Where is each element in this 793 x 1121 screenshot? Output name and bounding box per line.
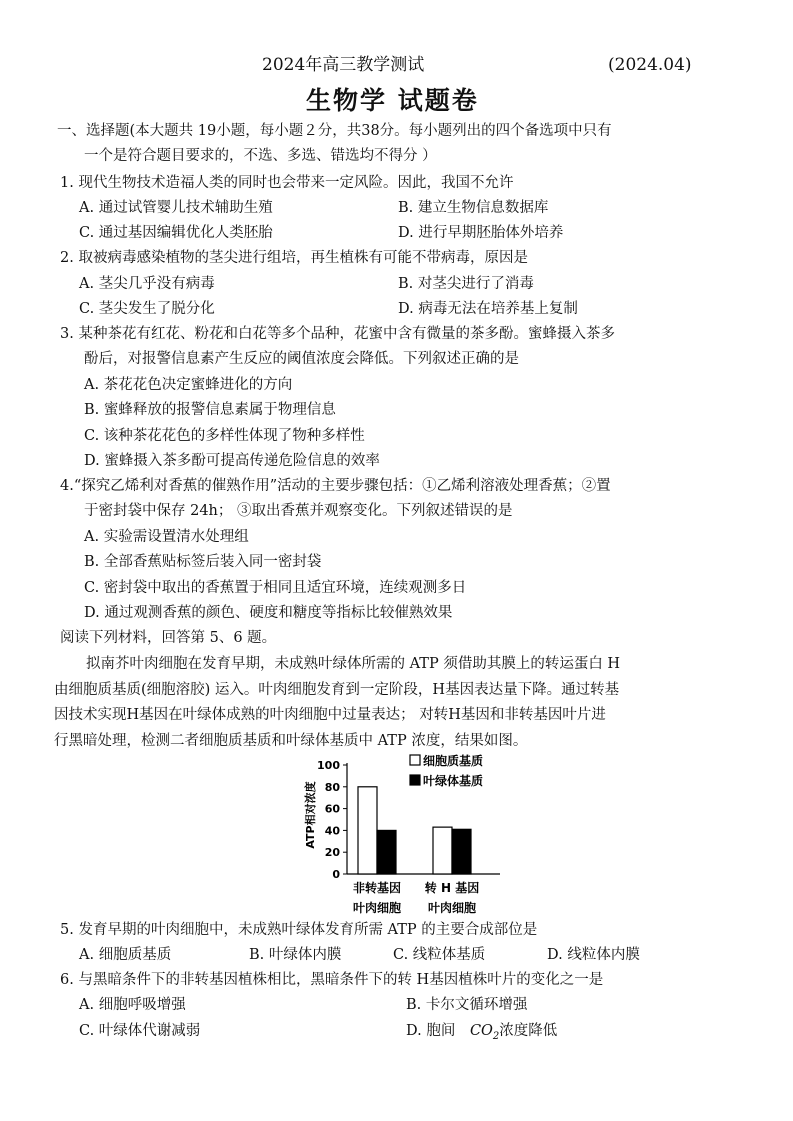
q6-option-d-suffix: 浓度降低 — [499, 1023, 558, 1039]
q5-option-b: B. 叶绿体内膜 — [249, 947, 342, 963]
q4-stem-line-2: 于密封袋中保存 24h； ③取出香蕉并观察变化。下列叙述错误的是 — [84, 503, 513, 519]
q2-stem: 2. 取被病毒感染植物的茎尖进行组培，再生植株有可能不带病毒，原因是 — [60, 250, 528, 266]
q4-option-d: D. 通过观测香蕉的颜色、硬度和糖度等指标比较催熟效果 — [84, 605, 453, 621]
material-paragraph-line-1: 拟南芥叶肉细胞在发育早期，未成熟叶绿体所需的 ATP 须借助其膜上的转运蛋白 H — [86, 656, 621, 672]
instructions-line-2: 一个是符合题目要求的，不选、多选、错选均不得分 ） — [84, 148, 437, 164]
bar — [377, 830, 396, 874]
q6-option-a: A. 细胞呼吸增强 — [79, 997, 186, 1013]
atp-bar-chart — [300, 752, 515, 914]
y-tick-label: 60 — [324, 802, 340, 816]
q5-option-a: A. 细胞质基质 — [79, 947, 172, 963]
exam-title: 2024年高三教学测试 — [262, 55, 425, 75]
co2-formula — [469, 1023, 500, 1042]
q1-option-b: B. 建立生物信息数据库 — [398, 200, 549, 216]
q2-option-d: D. 病毒无法在培养基上复制 — [398, 301, 578, 317]
q4-option-b: B. 全部香蕉贴标签后装入同一密封袋 — [84, 554, 322, 570]
q5-option-c: C. 线粒体基质 — [393, 947, 486, 963]
x-tick-label: 叶肉细胞 — [427, 901, 477, 914]
y-tick-label: 80 — [324, 780, 340, 794]
q2-option-b: B. 对茎尖进行了消毒 — [398, 276, 534, 292]
legend-label: 叶绿体基质 — [423, 774, 484, 788]
material-paragraph-line-2: 由细胞质基质(细胞溶胶) 运入。叶肉细胞发育到一定阶段，H基因表达量下降。通过转基 — [54, 682, 620, 698]
bar — [358, 787, 377, 874]
q1-option-a: A. 通过试管婴儿技术辅助生殖 — [79, 200, 273, 216]
legend-swatch — [410, 755, 420, 765]
q1-stem: 1. 现代生物技术造福人类的同时也会带来一定风险。因此，我国不允许 — [60, 175, 514, 191]
q6-option-c: C. 叶绿体代谢减弱 — [79, 1023, 201, 1039]
co2-symbol: CO — [469, 1023, 493, 1039]
material-paragraph-line-4: 行黑暗处理，检测二者细胞质基质和叶绿体基质中 ATP 浓度，结果如图。 — [54, 733, 528, 749]
subject-title: 生物学 试题卷 — [306, 86, 479, 115]
q6-stem: 6. 与黑暗条件下的非转基因植株相比，黑暗条件下的转 H基因植株叶片的变化之一是 — [60, 972, 604, 988]
instructions-line-1: 一、选择题(本大题共 19小题，每小题２分，共38分。每小题列出的四个备选项中只有 — [57, 123, 612, 139]
q6-option-d-prefix: D. 胞间 — [406, 1023, 456, 1039]
y-tick-label: 0 — [332, 868, 340, 881]
q3-stem-line-1: 3. 某种茶花有红花、粉花和白花等多个品种，花蜜中含有微量的茶多酚。蜜蜂摄入茶多 — [60, 326, 615, 342]
material-paragraph-line-3: 因技术实现H基因在叶绿体成熟的叶肉细胞中过量表达； 对转H基因和非转基因叶片进 — [54, 707, 606, 723]
legend-swatch — [410, 775, 420, 785]
bar — [433, 827, 452, 874]
q5-stem: 5. 发育早期的叶肉细胞中，未成熟叶绿体发育所需 ATP 的主要合成部位是 — [60, 922, 538, 938]
exam-date: (2024.04) — [608, 55, 692, 75]
bar — [452, 829, 471, 874]
q4-option-c: C. 密封袋中取出的香蕉置于相同且适宜环境，连续观测多日 — [84, 580, 467, 596]
legend-label: 细胞质基质 — [423, 754, 484, 768]
q5-option-d: D. 线粒体内膜 — [547, 947, 640, 963]
y-tick-label: 40 — [324, 824, 340, 838]
q3-option-c: C. 该种茶花花色的多样性体现了物种多样性 — [84, 428, 365, 444]
x-tick-label: 转 H 基因 — [424, 881, 480, 895]
q3-stem-line-2: 酚后，对报警信息素产生反应的阈值浓度会降低。下列叙述正确的是 — [84, 351, 519, 367]
q1-option-d: D. 进行早期胚胎体外培养 — [398, 225, 564, 241]
x-tick-label: 叶肉细胞 — [352, 901, 402, 914]
q4-option-a: A. 实验需设置清水处理组 — [84, 529, 249, 545]
q4-stem-line-1: 4.“探究乙烯利对香蕉的催熟作用”活动的主要步骤包括：①乙烯利溶液处理香蕉；②置 — [60, 478, 611, 494]
q2-option-a: A. 茎尖几乎没有病毒 — [79, 276, 215, 292]
q2-option-c: C. 茎尖发生了脱分化 — [79, 301, 215, 317]
material-intro: 阅读下列材料，回答第 5、6 题。 — [60, 630, 277, 646]
chart-y-axis-label: ATP相对浓度 — [304, 781, 317, 849]
co2-subscript: 2 — [492, 1030, 500, 1042]
q6-option-b: B. 卡尔文循环增强 — [406, 997, 528, 1013]
q3-option-a: A. 茶花花色决定蜜蜂进化的方向 — [84, 377, 293, 393]
x-tick-label: 非转基因 — [352, 881, 402, 895]
q3-option-b: B. 蜜蜂释放的报警信息素属于物理信息 — [84, 402, 336, 418]
y-tick-label: 100 — [317, 759, 340, 772]
y-tick-label: 20 — [324, 846, 340, 860]
q1-option-c: C. 通过基因编辑优化人类胚胎 — [79, 225, 273, 241]
q6-option-d — [406, 1021, 557, 1047]
q3-option-d: D. 蜜蜂摄入茶多酚可提高传递危险信息的效率 — [84, 453, 380, 469]
